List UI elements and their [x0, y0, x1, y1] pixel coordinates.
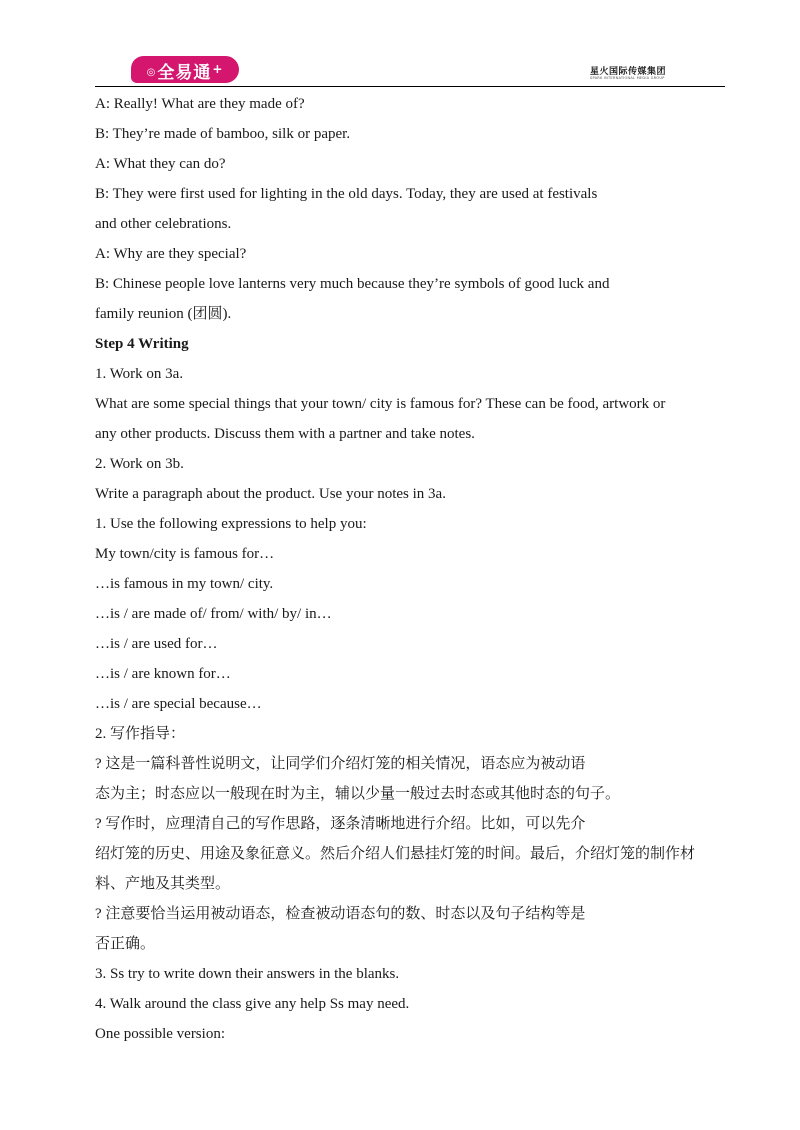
text-line: 2. Work on 3b. — [95, 456, 184, 472]
logo-text: 全易通 — [157, 63, 212, 83]
text-line: …is / are known for… — [95, 666, 231, 682]
text-line: One possible version: — [95, 1026, 225, 1042]
publisher-name: 星火国际传媒集团 — [590, 67, 667, 77]
text-line: My town/city is famous for… — [95, 546, 275, 562]
text-line: B: They’re made of bamboo, silk or paper. — [95, 126, 351, 142]
text-line: A: Really! What are they made of? — [95, 96, 305, 112]
publisher-english-name: SPARK INTERNATIONAL MEDIA GROUP — [590, 76, 665, 80]
text-line: A: Why are they special? — [95, 246, 247, 262]
section-heading: Step 4 Writing — [95, 336, 189, 352]
text-line: 1. Work on 3a. — [95, 366, 184, 382]
text-line: 否正确。 — [95, 936, 156, 952]
text-line: 绍灯笼的历史、用途及象征意义。然后介绍人们悬挂灯笼的时间。最后，介绍灯笼的制作材 — [95, 846, 696, 862]
header-divider — [95, 86, 725, 87]
text-line: 2. 写作指导： — [95, 726, 186, 742]
text-line: …is / are made of/ from/ with/ by/ in… — [95, 606, 332, 622]
text-line: 3. Ss try to write down their answers in the blanks. — [95, 966, 400, 982]
text-line: 4. Walk around the class give any help Ss may need. — [95, 996, 410, 1012]
text-line: B: Chinese people love lanterns very much because they’re symbols of good luck and — [95, 276, 610, 292]
text-line: ? 写作时，应理清自己的写作思路，逐条清晰地进行介绍。比如，可以先介 — [95, 816, 586, 832]
text-line: 料、产地及其类型。 — [95, 876, 231, 892]
page-header — [0, 0, 800, 90]
text-line: Write a paragraph about the product. Use your notes in 3a. — [95, 486, 446, 502]
document-body — [95, 89, 727, 1049]
text-line: ? 这是一篇科普性说明文，让同学们介绍灯笼的相关情况，语态应为被动语 — [95, 756, 586, 772]
text-line: and other celebrations. — [95, 216, 232, 232]
text-line: any other products. Discuss them with a partner and take notes. — [95, 426, 475, 442]
text-line: ? 注意要恰当运用被动语态，检查被动语态句的数、时态以及句子结构等是 — [95, 906, 586, 922]
brand-logo: ◎全易通+ — [131, 56, 239, 83]
text-line: family reunion (团圆). — [95, 306, 232, 322]
text-line: 态为主；时态应以一般现在时为主，辅以少量一般过去时态或其他时态的句子。 — [95, 786, 621, 802]
text-line: What are some special things that your town/ city is famous for? These can be food, artwork or — [95, 396, 666, 412]
text-line: 1. Use the following expressions to help you: — [95, 516, 367, 532]
text-line: …is / are special because… — [95, 696, 262, 712]
text-line: A: What they can do? — [95, 156, 226, 172]
text-line: …is famous in my town/ city. — [95, 576, 274, 592]
text-line: …is / are used for… — [95, 636, 218, 652]
text-line: B: They were first used for lighting in the old days. Today, they are used at festivals — [95, 186, 598, 202]
